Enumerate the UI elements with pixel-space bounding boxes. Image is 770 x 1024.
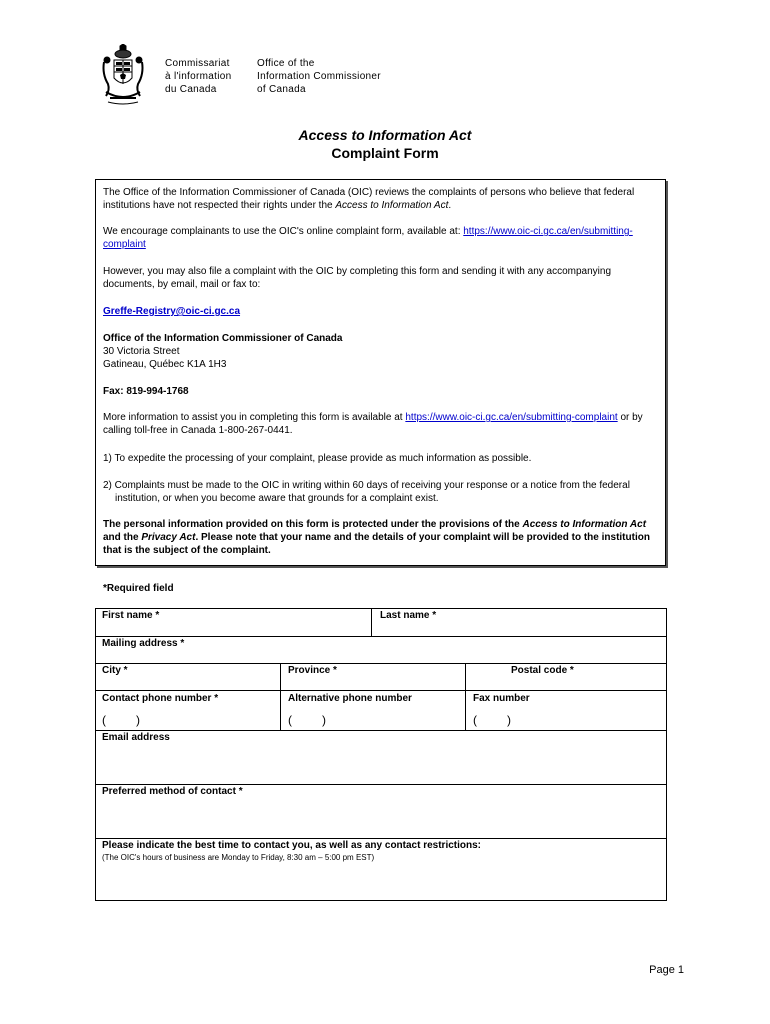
- privacy-act-1: Access to Information Act: [522, 519, 647, 530]
- business-hours-note: (The OIC's hours of business are Monday to Friday, 8:30 am – 5:00 pm EST): [102, 853, 375, 862]
- preferred-method-label: Preferred method of contact *: [102, 786, 243, 797]
- toll-free-text: or by calling toll-free in Canada 1-800-267-0441.: [103, 412, 643, 436]
- online-form-paragraph: [103, 225, 658, 251]
- complaint-form: [95, 608, 667, 900]
- street-address: 30 Victoria Street: [103, 346, 180, 357]
- last-name-label: Last name *: [380, 610, 437, 621]
- privacy-notice: [103, 518, 658, 557]
- fax-number-label: Fax number: [473, 693, 530, 704]
- registry-email-paragraph: [103, 305, 658, 318]
- city-address: Gatineau, Québec K1A 1H3: [103, 359, 227, 370]
- address-block: [103, 332, 658, 371]
- page-number: Page 1: [649, 964, 684, 976]
- more-info-link[interactable]: https://www.oic-ci.gc.ca/en/submitting-complaint: [405, 412, 618, 423]
- privacy-text-b: and the: [103, 532, 142, 543]
- privacy-text-c: . Please note that your name and the details of your complaint will be provided to the institution that is the subject of the complaint.: [103, 532, 650, 556]
- form-border-bottom: [95, 900, 667, 901]
- online-form-text: We encourage complainants to use the OIC's online complaint form, available at:: [103, 226, 464, 237]
- contact-area-code: ( ): [102, 713, 140, 727]
- best-time-label: Please indicate the best time to contact you, as well as any contact restrictions:: [102, 840, 482, 851]
- instruction-1: 1) To expedite the processing of your complaint, please provide as much information as possible.: [103, 453, 532, 464]
- canada-coat-of-arms-icon: [100, 44, 146, 106]
- first-name-label: First name *: [102, 610, 160, 621]
- email-address-field[interactable]: [96, 731, 666, 784]
- header-en-line-3: of Canada: [257, 84, 306, 95]
- intro-text: The Office of the Information Commissioner of Canada (OIC) reviews the complaints of persons who believe that federal institutions have not respected their rights under the: [103, 187, 635, 211]
- header-fr-line-1: Commissariat: [165, 58, 230, 69]
- act-name: Access to Information Act: [335, 200, 449, 211]
- registry-email-link[interactable]: Greffe-Registry@oic-ci.gc.ca: [103, 306, 241, 317]
- required-field-note: *Required field: [103, 583, 174, 594]
- header-french: [165, 57, 231, 96]
- fax-number: Fax: 819-994-1768: [103, 386, 189, 397]
- privacy-text-a: The personal information provided on this form is protected under the provisions of the: [103, 519, 523, 530]
- instruction-2: 2) Complaints must be made to the OIC in writing within 60 days of receiving your response or a notice from the federal institution, or when you become aware that grounds for a complaint exist.: [103, 480, 630, 504]
- page-subtitle: Complaint Form: [331, 145, 439, 161]
- form-border-right: [666, 608, 667, 900]
- information-box: [95, 179, 666, 566]
- alt-area-code: ( ): [288, 713, 326, 727]
- intro-paragraph: [103, 186, 658, 212]
- more-info-text: More information to assist you in completing this form is available at: [103, 412, 406, 423]
- file-complaint-paragraph: However, you may also file a complaint with the OIC by completing this form and sending it with any accompanying documents, by email, mail or fax to:: [103, 266, 612, 290]
- fax-area-code: ( ): [473, 713, 511, 727]
- mailing-address-label: Mailing address *: [102, 638, 185, 649]
- city-label: City *: [102, 665, 128, 676]
- province-label: Province *: [288, 665, 337, 676]
- postal-code-label: Postal code *: [511, 665, 574, 676]
- alt-phone-label: Alternative phone number: [288, 693, 412, 704]
- header-en-line-2: Information Commissioner: [257, 71, 381, 82]
- contact-phone-label: Contact phone number *: [102, 693, 219, 704]
- header-english: [257, 57, 381, 96]
- header-en-line-1: Office of the: [257, 58, 315, 69]
- header-fr-line-3: du Canada: [165, 84, 217, 95]
- page-title: Access to Information Act: [298, 127, 472, 143]
- online-complaint-link[interactable]: https://www.oic-ci.gc.ca/en/submitting-complaint: [103, 226, 633, 250]
- privacy-act-2: Privacy Act: [141, 532, 196, 543]
- office-name: Office of the Information Commissioner of Canada: [103, 333, 343, 344]
- more-info-paragraph: [103, 411, 658, 437]
- intro-end: .: [448, 200, 452, 211]
- header-fr-line-2: à l'information: [165, 71, 232, 82]
- email-address-label: Email address: [102, 732, 170, 743]
